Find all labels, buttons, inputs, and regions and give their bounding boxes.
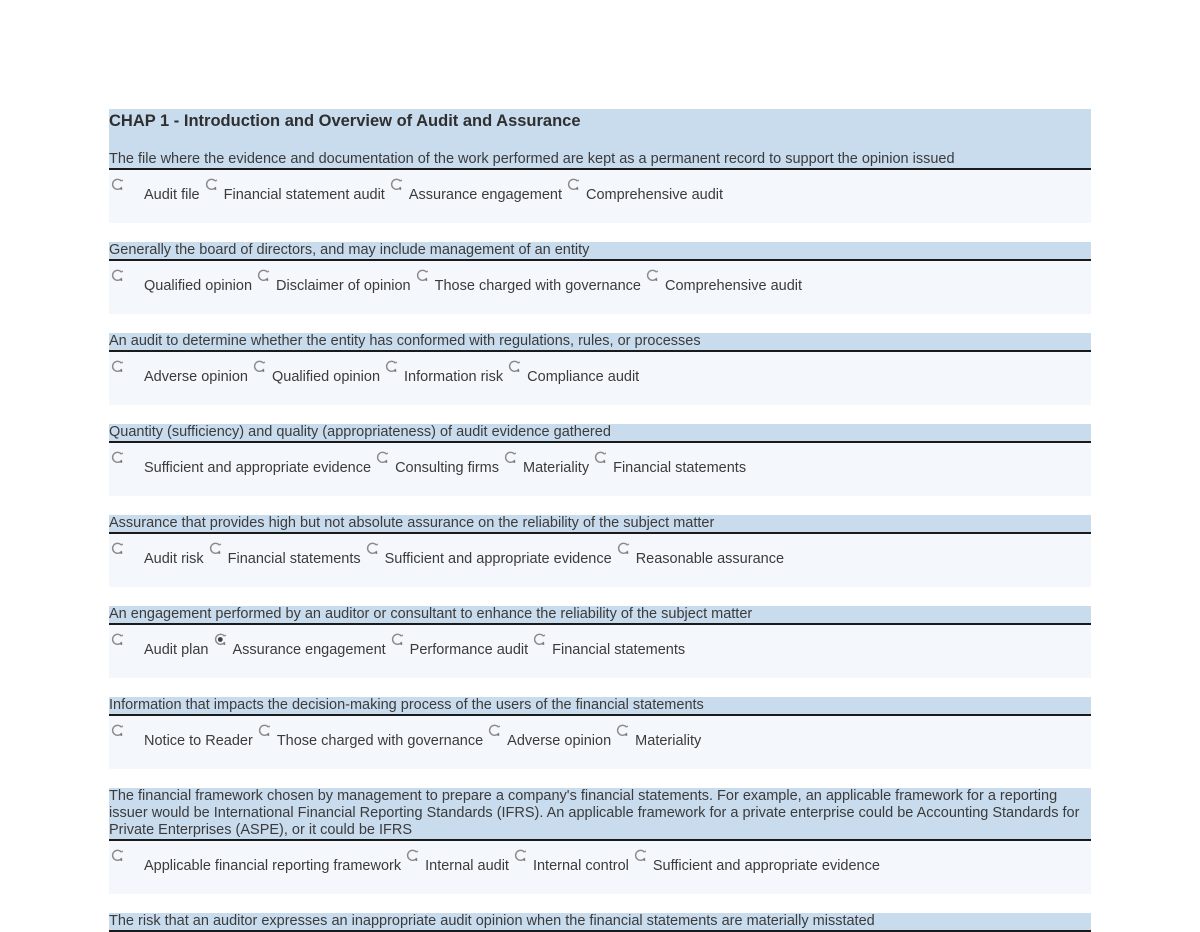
answer-option-label: Materiality	[523, 460, 590, 476]
radio-icon[interactable]	[646, 269, 659, 282]
answer-option-label: Comprehensive audit	[664, 278, 803, 294]
question-prompt: Information that impacts the decision-making process of the users of the financial statements	[109, 697, 1091, 716]
answer-option[interactable]	[382, 366, 503, 386]
question-prompt: Quantity (sufficiency) and quality (appropriateness) of audit evidence gathered	[109, 424, 1091, 443]
answer-option[interactable]	[109, 855, 401, 875]
spacer	[109, 314, 1091, 333]
radio-icon[interactable]	[253, 360, 266, 373]
radio-icon[interactable]	[514, 849, 527, 862]
radio-icon[interactable]	[111, 633, 124, 646]
answer-option[interactable]	[206, 548, 361, 568]
radio-icon[interactable]	[257, 269, 270, 282]
answer-option[interactable]	[109, 184, 200, 204]
answer-option-label: Sufficient and appropriate evidence	[144, 460, 372, 476]
radio-icon[interactable]	[209, 542, 222, 555]
answer-option-label: Financial statement audit	[223, 187, 385, 203]
answer-options	[109, 261, 1091, 314]
answer-options	[109, 352, 1091, 405]
spacer	[109, 769, 1091, 788]
radio-icon[interactable]	[406, 849, 419, 862]
spacer	[109, 894, 1091, 913]
spacer	[109, 405, 1091, 424]
answer-option-label: Qualified opinion	[272, 369, 381, 385]
answer-option[interactable]	[202, 184, 385, 204]
answer-option[interactable]	[254, 275, 411, 295]
answer-option[interactable]	[109, 366, 248, 386]
answer-option-label: Financial statements	[227, 551, 361, 567]
answer-option[interactable]	[211, 639, 386, 659]
answer-option-label: Sufficient and appropriate evidence	[384, 551, 612, 567]
answer-option-label: Those charged with governance	[434, 278, 641, 294]
radio-icon[interactable]	[488, 724, 501, 737]
question-prompt: An audit to determine whether the entity has conformed with regulations, rules, or processes	[109, 333, 1091, 352]
answer-option[interactable]	[643, 275, 802, 295]
answer-option-label: Assurance engagement	[232, 642, 386, 658]
answer-options	[109, 716, 1091, 769]
answer-option[interactable]	[413, 275, 641, 295]
answer-option-label: Audit file	[144, 187, 200, 203]
answer-option[interactable]	[564, 184, 723, 204]
radio-icon[interactable]	[594, 451, 607, 464]
answer-option-label: Assurance engagement	[408, 187, 562, 203]
answer-option-label: Applicable financial reporting framework	[144, 858, 402, 874]
answer-option[interactable]	[530, 639, 685, 659]
answer-option-label: Financial statements	[613, 460, 747, 476]
radio-icon[interactable]	[258, 724, 271, 737]
question-prompt: An engagement performed by an auditor or consultant to enhance the reliability of the subject matter	[109, 606, 1091, 625]
quiz-page	[109, 109, 1091, 932]
answer-option-label: Audit risk	[144, 551, 204, 567]
radio-icon[interactable]	[533, 633, 546, 646]
answer-option[interactable]	[613, 730, 701, 750]
answer-option[interactable]	[109, 639, 209, 659]
answer-options	[109, 443, 1091, 496]
radio-selected-icon[interactable]	[214, 633, 227, 646]
spacer	[109, 223, 1091, 242]
radio-icon[interactable]	[376, 451, 389, 464]
radio-icon[interactable]	[567, 178, 580, 191]
answer-option-label: Performance audit	[409, 642, 529, 658]
radio-icon[interactable]	[634, 849, 647, 862]
radio-icon[interactable]	[385, 360, 398, 373]
answer-options	[109, 170, 1091, 223]
answer-option-label: Comprehensive audit	[585, 187, 724, 203]
answer-option-label: Disclaimer of opinion	[276, 278, 411, 294]
radio-icon[interactable]	[205, 178, 218, 191]
answer-option[interactable]	[109, 548, 204, 568]
question-prompt: The financial framework chosen by management to prepare a company's financial statements. For example, an applicable framework for a reporting issuer would be International Financial Reporting Standards (IFRS). An applicable framework for a private enterprise could be Accounting Standards for Private Enterprises (ASPE), or it could be IFRS	[109, 788, 1091, 841]
spacer	[109, 587, 1091, 606]
answer-option-label: Qualified opinion	[144, 278, 253, 294]
radio-icon[interactable]	[390, 178, 403, 191]
answer-option-label: Notice to Reader	[144, 733, 253, 749]
radio-icon[interactable]	[616, 724, 629, 737]
page-title: CHAP 1 - Introduction and Overview of Audit and Assurance	[109, 112, 581, 130]
radio-icon[interactable]	[416, 269, 429, 282]
answer-option-label: Internal audit	[425, 858, 509, 874]
answer-option-label: Information risk	[404, 369, 504, 385]
answer-option[interactable]	[388, 639, 528, 659]
question-prompt: Assurance that provides high but not absolute assurance on the reliability of the subject matter	[109, 515, 1091, 534]
question-prompt: The file where the evidence and documentation of the work performed are kept as a permanent record to support the opinion issued	[109, 151, 1091, 170]
answer-options	[109, 625, 1091, 678]
answer-option[interactable]	[614, 548, 784, 568]
radio-icon[interactable]	[111, 849, 124, 862]
question-list	[109, 151, 1091, 932]
answer-option[interactable]	[631, 855, 880, 875]
title-band	[109, 109, 1091, 151]
answer-option-label: Compliance audit	[527, 369, 640, 385]
answer-options	[109, 841, 1091, 894]
answer-option-label: Consulting firms	[395, 460, 500, 476]
answer-option[interactable]	[363, 548, 612, 568]
answer-option[interactable]	[109, 275, 252, 295]
answer-option[interactable]	[109, 457, 371, 477]
radio-icon[interactable]	[111, 178, 124, 191]
answer-option[interactable]	[501, 457, 589, 477]
radio-icon[interactable]	[111, 542, 124, 555]
radio-icon[interactable]	[366, 542, 379, 555]
spacer	[109, 496, 1091, 515]
answer-option-label: Financial statements	[552, 642, 686, 658]
answer-option-label: Those charged with governance	[276, 733, 484, 749]
answer-option[interactable]	[591, 457, 746, 477]
radio-icon[interactable]	[111, 360, 124, 373]
answer-options	[109, 534, 1091, 587]
radio-icon[interactable]	[111, 451, 124, 464]
answer-option[interactable]	[403, 855, 509, 875]
radio-icon[interactable]	[391, 633, 404, 646]
radio-icon[interactable]	[504, 451, 517, 464]
question-prompt: The risk that an auditor expresses an inappropriate audit opinion when the financial statements are materially misstated	[109, 913, 1091, 932]
answer-option[interactable]	[511, 855, 629, 875]
radio-icon[interactable]	[111, 724, 124, 737]
answer-option[interactable]	[387, 184, 562, 204]
answer-option-label: Audit plan	[144, 642, 209, 658]
answer-option[interactable]	[250, 366, 380, 386]
answer-option-label: Adverse opinion	[144, 369, 248, 385]
answer-option-label: Materiality	[635, 733, 702, 749]
answer-option[interactable]	[255, 730, 483, 750]
answer-option-label: Internal control	[532, 858, 629, 874]
answer-option-label: Sufficient and appropriate evidence	[652, 858, 880, 874]
answer-option[interactable]	[109, 730, 253, 750]
spacer	[109, 678, 1091, 697]
answer-option-label: Adverse opinion	[507, 733, 612, 749]
question-prompt: Generally the board of directors, and may include management of an entity	[109, 242, 1091, 261]
answer-option[interactable]	[373, 457, 499, 477]
answer-option[interactable]	[505, 366, 639, 386]
answer-option[interactable]	[485, 730, 611, 750]
radio-icon[interactable]	[111, 269, 124, 282]
radio-icon[interactable]	[617, 542, 630, 555]
radio-icon[interactable]	[508, 360, 521, 373]
answer-option-label: Reasonable assurance	[635, 551, 785, 567]
